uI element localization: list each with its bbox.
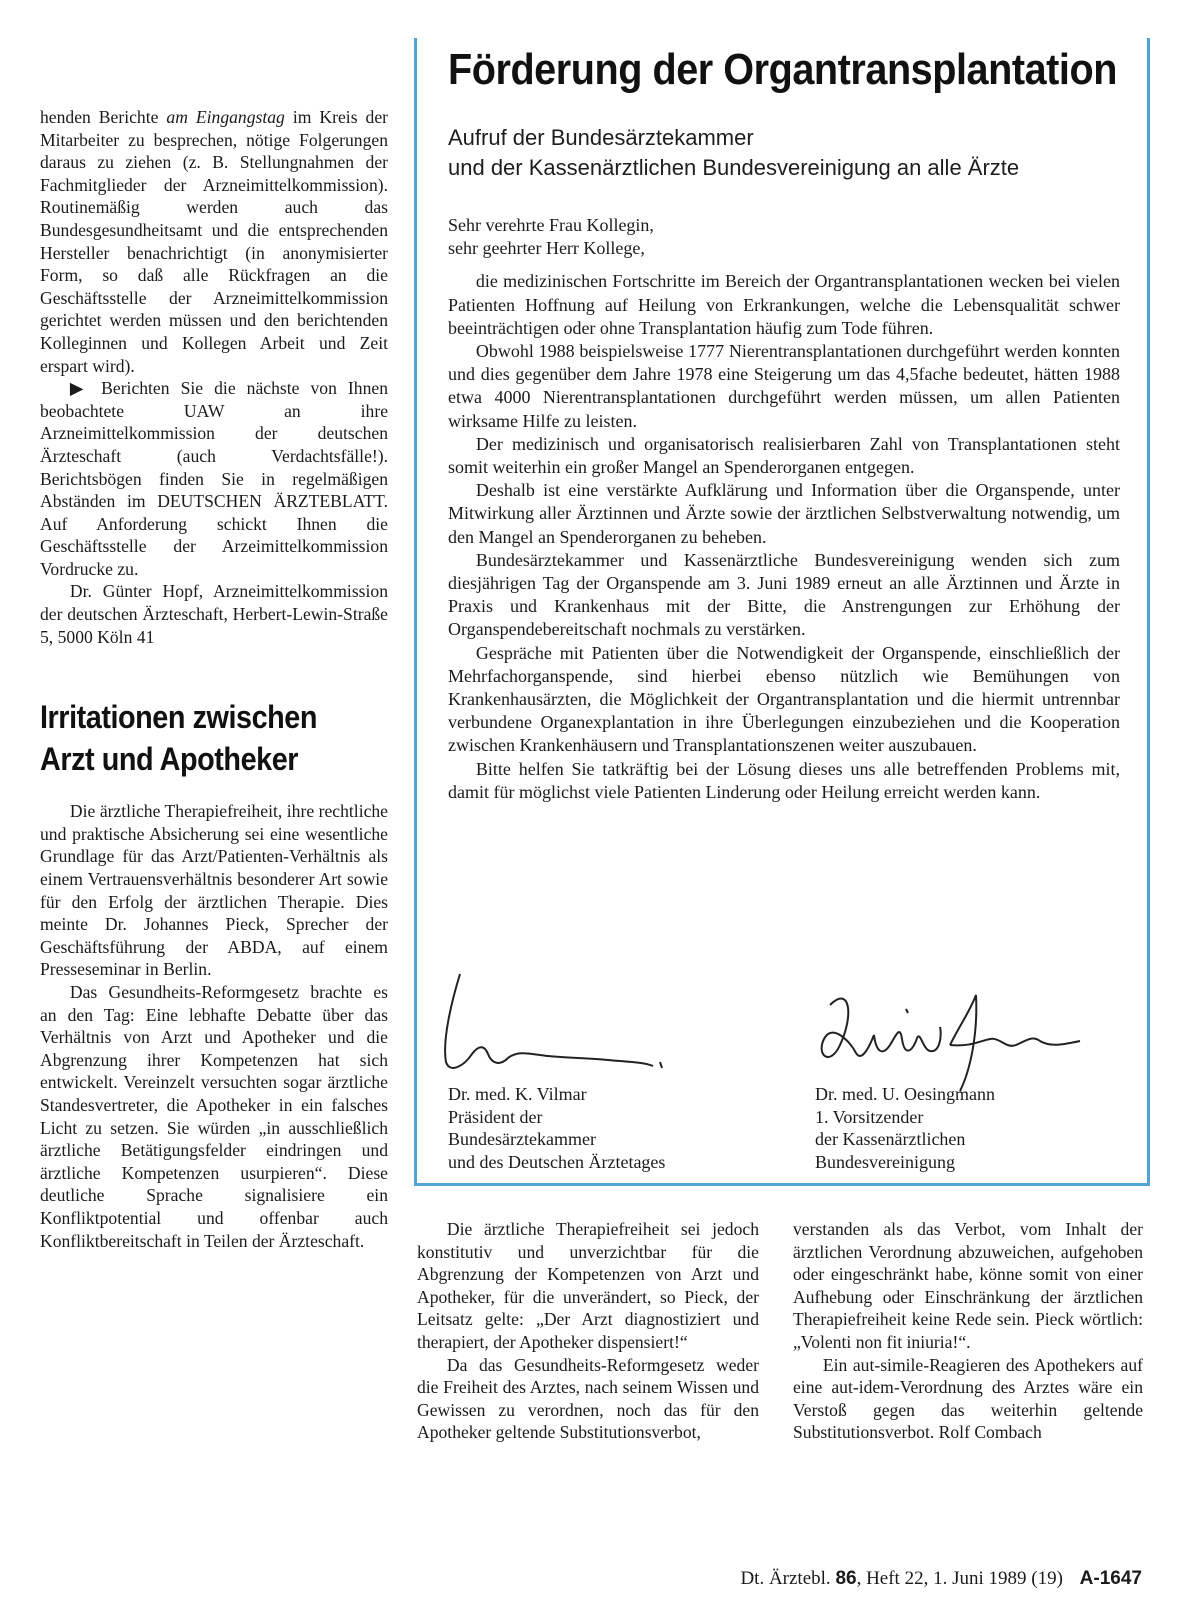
emphasis-text: am Eingangstag xyxy=(166,107,285,127)
signatory-right-line: der Kassenärztlichen xyxy=(815,1129,966,1150)
middle-paragraph-2: Da das Gesundheits-Reformgesetz weder die Freiheit des Arztes, nach seinem Wissen und Gewissen zu verordnen, noch das für den Apotheker geltende Substitutionsverbot, xyxy=(417,1354,759,1443)
page-number: A-1647 xyxy=(1079,1568,1142,1589)
signature-vilmar xyxy=(438,970,698,1080)
signatory-right-line: Dr. med. U. Oesingmann xyxy=(815,1084,995,1104)
issue-info: , Heft 22, 1. Juni 1989 (19) xyxy=(856,1568,1063,1589)
letter-paragraph: Bitte helfen Sie tatkräftig bei der Lösung dieses uns alle betreffenden Problems mit, damit für möglichst viele Patienten Linderung oder Heilung erreicht werden kann. xyxy=(448,758,1120,802)
journal-name: Dt. Ärztebl. xyxy=(740,1568,831,1589)
article-headline xyxy=(40,696,388,780)
greeting xyxy=(448,214,1120,260)
signatory-left-line: Präsident der xyxy=(448,1106,543,1127)
signature-oesingmann xyxy=(810,975,1100,1095)
signatory-left xyxy=(448,1083,665,1173)
greeting-line-2: sehr geehrter Herr Kollege, xyxy=(448,238,645,259)
headline-line-1: Irritationen zwischen xyxy=(40,699,318,736)
letter-paragraph: Bundesärztekammer und Kassenärztliche Bundesvereinigung wenden sich zum diesjährigen Tag der Organspende am 3. Juni 1989 erneut an alle Ärztinnen und Ärzte in Praxis und Krankenhaus mit der Bitte, die Anstrengungen zur Erhöhung der Organspendebereitschaft nochmals zu verstärken. xyxy=(448,549,1120,640)
letter-paragraph: Der medizinisch und organisatorisch realisierbaren Zahl von Transplantationen steht somit weiterhin ein großer Mangel an Spenderorganen entgegen. xyxy=(448,433,1120,478)
letter-paragraph: Gespräche mit Patienten über die Notwendigkeit der Organspende, einschließlich der Mehrfachorganspende, sind hierbei ebenso nützlich wie Bemühungen von Krankenhausärzten, die Möglichkeit der Organtransplantation und die hiermit untrennbar verbundene Organexplantation in ihre Überlegungen einzubeziehen und die Kooperation zwischen Krankenhäusern und Transplantationszenen weiter auszubauen. xyxy=(448,642,1120,756)
signatory-left-line: Bundesärztekammer xyxy=(448,1129,596,1150)
left-paragraph-1: henden Berichte am Eingangstag im Kreis der Mitarbeiter zu besprechen, nötige Folgerungen daraus zu ziehen (z. B. Stellungnahmen der Fachmitglieder der Arzneimittelkommission). Routinemäßig werden auch das Bundesgesundheitsamt und die entsprechenden Hersteller benachrichtigt (in anonymisierter Form, so daß alle Rückfragen an die Geschäftsstelle der Arzneimittelkommission gerichtet werden müssen und den berichtenden Kolleginnen und Kollegen Arbeit und Zeit erspart wird). xyxy=(40,107,388,376)
box-subtitle-line-1: Aufruf der Bundesärztekammer xyxy=(448,125,754,150)
appeal-letter xyxy=(448,214,1120,804)
left-paragraph-3: Dr. Günter Hopf, Arzneimittelkommission der deutschen Ärzteschaft, Herbert-Lewin-Straße 5, 5000 Köln 41 xyxy=(40,581,388,647)
letter-paragraph: Obwohl 1988 beispielsweise 1777 Nierentransplantationen durchgeführt werden konnten und dies gegenüber dem Jahre 1978 eine Steigerung um das 4,5fache bedeutet, hätten 1988 etwa 4000 Nierentransplantationen durchgeführt werden müssen, um allen Patienten wirksame Hilfe zu leisten. xyxy=(448,341,1120,431)
middle-paragraph-1: Die ärztliche Therapiefreiheit sei jedoch konstitutiv und unverzichtbar für die Abgrenzung der Kompetenzen von Arzt und Apotheker, für die unverändert, so Pieck, der Leitsatz gelte: „Der Arzt diagnostiziert und therapiert, der Apotheker dispensiert!“ xyxy=(417,1219,759,1352)
letter-paragraph: Deshalb ist eine verstärkte Aufklärung und Information über die Organspende, unter Mitwirkung aller Ärztinnen und Ärzte sowie der ärztlichen Selbstverwaltung notwendig, um den Mangel an Spenderorganen zu beheben. xyxy=(448,480,1120,547)
left-paragraph-4: Die ärztliche Therapiefreiheit, ihre rechtliche und praktische Absicherung sei eine wesentliche Grundlage für das Arzt/Patienten-Verhältnis als einem Vertrauensverhältnis besonderer Art sowie für den Erfolg der ärztlichen Therapie. Dies meinte Dr. Johannes Pieck, Sprecher der Geschäftsführung der ABDA, auf einem Presseseminar in Berlin. xyxy=(40,801,388,980)
left-column xyxy=(40,106,388,1252)
signatory-right-line: Bundesvereinigung xyxy=(815,1151,955,1172)
headline-line-2: Arzt und Apotheker xyxy=(40,741,299,778)
box-title: Förderung der Organtransplantation xyxy=(448,45,1117,94)
page-footer xyxy=(740,1568,1142,1590)
letter-paragraph: die medizinischen Fortschritte im Bereich der Organtransplantationen wecken bei vielen Patienten Hoffnung auf Heilung von Erkrankungen, welche die Lebensqualität schwer beeinträchtigen oder ohne Transplantation häufig zum Tode führen. xyxy=(448,271,1120,338)
signatory-right xyxy=(815,1083,995,1173)
right-paragraph-2: Ein aut-simile-Reagieren des Apothekers auf eine aut-idem-Verordnung des Arztes wäre ein Verstoß gegen das weiterhin geltende Substitutionsverbot. Rolf Combach xyxy=(793,1354,1143,1443)
signatory-right-line: 1. Vorsitzender xyxy=(815,1106,924,1127)
right-paragraph-1: verstanden als das Verbot, vom Inhalt der ärztlichen Verordnung abzuweichen, aufgehoben oder eingeschränkt habe, könne somit von einer Aufhebung oder Einschränkung der ärztlichen Therapiefreiheit keine Rede sein. Pieck wörtlich: „Volenti non fit iniuria!“. xyxy=(793,1219,1143,1352)
left-paragraph-2: ▶ Berichten Sie die nächste von Ihnen beobachtete UAW an ihre Arzneimittelkommission der deutschen Ärzteschaft (auch Verdachtsfälle!). Berichtsbögen finden Sie in regelmäßigen Abständen im DEUTSCHEN ÄRZTEBLATT. Auf Anforderung schickt Ihnen die Geschäftsstelle der Arzeimittelkommission Vordrucke zu. xyxy=(40,378,388,579)
signatory-left-line: und des Deutschen Ärztetages xyxy=(448,1151,666,1172)
box-subtitle-line-2: und der Kassenärztlichen Bundesvereinigung an alle Ärzte xyxy=(448,155,1020,180)
left-paragraph-5: Das Gesundheits-Reformgesetz brachte es an den Tag: Eine lebhafte Debatte über das Verhältnis von Arzt und Apotheker und die Abgrenzung ihrer Kompetenzen hat sich entwickelt. Vereinzelt versuchten sogar ärztliche Standesvertreter, die Apotheker in ein falsches Licht zu setzen. Sie würden „in ausschließlich ärztliche Betätigungsfelder eindringen und ärztliche Kompetenzen usurpieren“. Diese deutliche Sprache signalisiere ein Konfliktpotential und offenbar auch Konfliktbereitschaft in Teilen der Ärzteschaft. xyxy=(40,982,388,1251)
right-column xyxy=(793,1218,1143,1444)
middle-column xyxy=(417,1218,759,1444)
signatory-left-line: Dr. med. K. Vilmar xyxy=(448,1084,587,1104)
volume-number: 86 xyxy=(835,1568,857,1589)
greeting-line-1: Sehr verehrte Frau Kollegin, xyxy=(448,215,654,235)
